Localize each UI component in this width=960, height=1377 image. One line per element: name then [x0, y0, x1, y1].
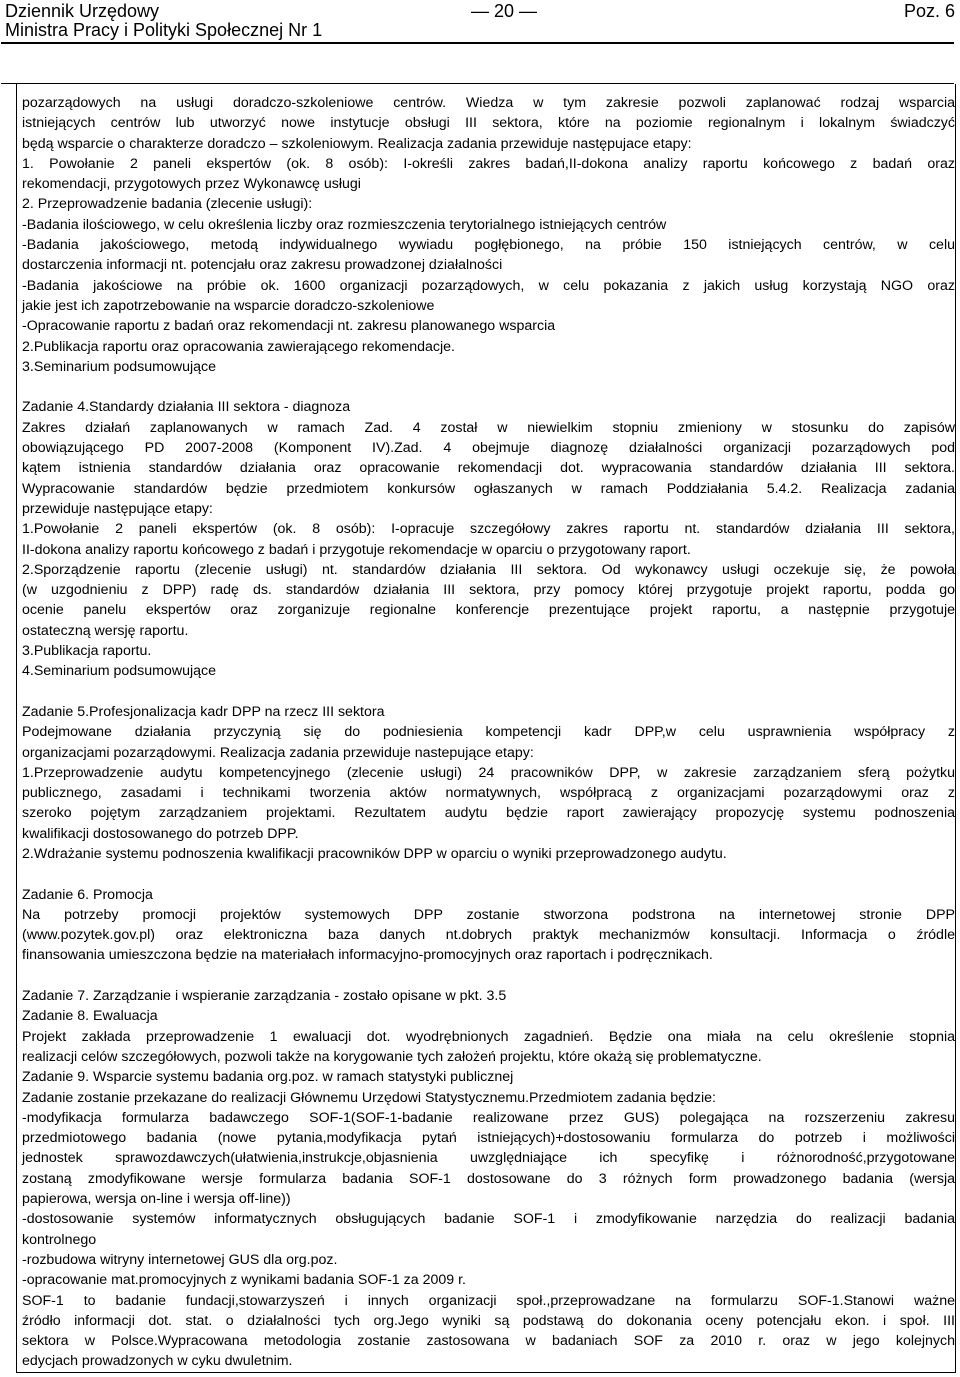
text-line: 2.Publikacja raportu oraz opracowania zawierającego rekomendacje. — [22, 338, 455, 355]
text-line: 2.Wdrażanie systemu podnoszenia kwalifikacji pracowników DPP w oparciu o wyniki przeprowadzonego audytu. — [22, 845, 727, 862]
text-line: Zakres działań zaplanowanych w ramach Zad. 4 został w niewielkim stopniu zmieniony w stosunku do zapisów — [22, 419, 955, 436]
text-line: -modyfikacja formularza badawczego SOF-1(SOF-1-badanie realizowane przez GUS) polegająca na rozszerzeniu zakresu — [22, 1109, 955, 1126]
text-line: jednostek sprawozdawczych(ułatwienia,instrukcje,objasnienia uwzględniające ich specyfikę i różnorodność,przygotowane — [22, 1150, 955, 1167]
text-line: -rozbudowa witryny internetowej GUS dla org.poz. — [22, 1251, 338, 1268]
text-line: Zadanie 4.Standardy działania III sektora - diagnoza — [22, 399, 351, 416]
page-number: — 20 — — [471, 1, 538, 21]
text-line: ocenie panelu ekspertów oraz zorganizuje regionalne konferencje prezentujące projekt raportu, a następnie przygotuje — [22, 602, 955, 619]
text-line: przewiduje następujące etapy: — [22, 500, 213, 517]
text-line: 1.Przeprowadzenie audytu kompetencyjnego (zlecenie usługi) 24 pracowników DPP, w zakresie zarządzaniem sferą pożytku — [22, 764, 955, 781]
text-line: Zadanie 9. Wsparcie systemu badania org.poz. w ramach statystyki publicznej — [22, 1069, 514, 1086]
document-body — [22, 93, 955, 1372]
text-line: Zadanie 5.Profesjonalizacja kadr DPP na rzecz III sektora — [22, 703, 385, 720]
text-line: finansowania umieszczona będzie na materiałach informacyjno-promocyjnych oraz raportach i podręcznikach. — [22, 947, 713, 964]
blank-line — [22, 864, 955, 884]
text-line: -opracowanie mat.promocyjnych z wynikami badania SOF-1 za 2009 r. — [22, 1272, 466, 1289]
text-line: zostaną zmodyfikowane wersje formularza badania SOF-1 dostosowane do 3 różnych form prowadzonego badania (wersja — [22, 1170, 955, 1187]
text-line: rekomendacji, przygotowych przez Wykonawcę usługi — [22, 176, 361, 193]
text-line: dostarczenia informacji nt. potencjału oraz zakresu prowadzonej działalności — [22, 257, 503, 274]
text-line: Zadanie zostanie przekazane do realizacji Głównemu Urzędowi Statystycznemu.Przedmiotem zadania będzie: — [22, 1089, 716, 1106]
text-line: istniejących centrów lub utworzyć nowe instytucje obsługi III sektora, które na poziomie regionalnym i lokalnym świadczyć — [22, 115, 955, 132]
header-rule — [1, 42, 954, 44]
text-line: będą wsparcie o charakterze doradczo – szkoleniowym. Realizacja zadania przewiduje następujace etapy: — [22, 135, 692, 152]
text-line: przedmiotowego badania (nowe pytania,modyfikacja pytań istniejących)+dostosowaniu formularza do potrzeb i możliwości — [22, 1130, 955, 1147]
text-line: II-dokona analizy raportu końcowego z badań i przygotuje rekomendacje w oparciu o przygotowany raport. — [22, 541, 691, 558]
text-line: -dostosowanie systemów informatycznych obsługujących badanie SOF-1 i zmodyfikowanie narzędzia do realizacji badania — [22, 1211, 955, 1228]
text-line: 1.Powołanie 2 paneli ekspertów (ok. 8 osób): I-opracuje szczegółowy zakres raportu nt. standardów działania III sektora, — [22, 521, 955, 538]
content-frame-left — [16, 84, 17, 1372]
text-line: kwalifikacji dostosowanego do potrzeb DPP. — [22, 825, 299, 842]
text-line: -Badania jakościowego, metodą indywidualnego wywiadu pogłębionego, na próbie 150 istniejących centrów, w celu — [22, 237, 955, 254]
text-line: (w uzgodnieniu z DPP) radę ds. standardów działania III sektora, przy pomocy której przygotuje projekt raportu, podda go — [22, 582, 955, 599]
text-line: jakie jest ich zapotrzebowanie na wsparcie doradczo-szkoleniowe — [22, 297, 435, 314]
text-line: Podejmowane działania przyczynią się do podniesienia kompetencji kadr DPP,w celu usprawnienia współpracy z — [22, 724, 955, 741]
text-line: organizacjami pozarządowymi. Realizacja zadania przewiduje nastepujące etapy: — [22, 744, 534, 761]
text-line: 3.Seminarium podsumowujące — [22, 358, 216, 375]
blank-line — [22, 966, 955, 986]
content-frame-top — [1, 83, 954, 84]
text-line: 3.Publikacja raportu. — [22, 643, 152, 660]
text-line: Wypracowanie standardów będzie przedmiotem konkursów ogłaszanych w ramach Poddziałania 5.4.2. Realizacja zadania — [22, 480, 955, 497]
text-line: kątem istnienia standardów działania oraz opracowanie rekomendacji dot. wypracowania standardów działania III sektora. — [22, 460, 955, 477]
position-number: Poz. 6 — [903, 1, 955, 21]
text-line: SOF-1 to badanie fundacji,stowarzyszeń i innych organizacji społ.,przeprowadzane na formularzu SOF-1.Stanowi ważne — [22, 1292, 955, 1309]
text-line: -Opracowanie raportu z badań oraz rekomendacji nt. zakresu planowanego wsparcia — [22, 318, 556, 335]
text-line: sektora w Polsce.Wypracowana metodologia zostanie zastosowana w badaniach SOF za 2010 r. oraz w jego kolejnych — [22, 1333, 955, 1350]
text-line: Projekt zakłada przeprowadzenie 1 ewaluacji dot. wyodrębnionych zagadnień. Będzie ona miała na celu określenie stopnia — [22, 1028, 955, 1045]
text-line: 2.Sporządzenie raportu (zlecenie usługi) nt. standardów działania III sektora. Od wykonawcy usługi oczekuje się, że powoła — [22, 561, 955, 578]
text-line: Zadanie 8. Ewaluacja — [22, 1008, 158, 1025]
text-line: kontrolnego — [22, 1231, 97, 1248]
text-line: szeroko pojętym zarządzaniem projektami. Rezultatem audytu będzie raport zawierający propozycję systemu podnoszenia — [22, 805, 955, 822]
text-line: 4.Seminarium podsumowujące — [22, 663, 216, 680]
blank-line — [22, 682, 955, 702]
text-line: publicznego, zasadami i technikami tworzenia aktów normatywnych, współpracą z organizacjami pozarządowymi oraz z — [22, 785, 955, 802]
text-line: obowiązującego PD 2007-2008 (Komponent IV).Zad. 4 obejmuje diagnozę działalności organizacji pozarządowych pod — [22, 440, 955, 457]
text-line: ostateczną wersję raportu. — [22, 622, 189, 639]
content-frame-right — [955, 84, 956, 1372]
blank-line — [22, 377, 955, 397]
content-frame-bottom — [16, 1372, 956, 1373]
ministry-title: Ministra Pracy i Polityki Społecznej Nr 1 — [5, 20, 323, 40]
text-line: Zadanie 7. Zarządzanie i wspieranie zarządzania - zostało opisane w pkt. 3.5 — [22, 988, 507, 1005]
text-line: Na potrzeby promocji projektów systemowych DPP zostanie stworzona podstrona na internetowej stronie DPP — [22, 906, 955, 923]
text-line: źródło informacji dot. stat. o działalności tych org.Jego wyniki są podstawą do dokonania oceny potencjału ekon. i społ. III — [22, 1312, 955, 1329]
header-row-bottom — [5, 19, 955, 41]
text-line: 1. Powołanie 2 paneli ekspertów (ok. 8 osób): I-określi zakres badań,II-dokona analizy raportu końcowego z badań oraz — [22, 155, 955, 172]
text-line: (www.pozytek.gov.pl) oraz elektroniczna baza danych nt.dobrych praktyk mechanizmów konsultacji. Informacja o źródle — [22, 927, 955, 944]
text-line: 2. Przeprowadzenie badania (zlecenie usługi): — [22, 196, 313, 213]
journal-title: Dziennik Urzędowy — [5, 1, 160, 21]
page-header — [5, 0, 955, 42]
text-line: -Badania ilościowego, w celu określenia liczby oraz rozmieszczenia terytorialnego istniejących centrów — [22, 216, 667, 233]
text-line: edycjach prowadzonych w cyku dwuletnim. — [22, 1353, 293, 1370]
text-line: papierowa, wersja on-line i wersja off-line)) — [22, 1191, 291, 1208]
text-line: Zadanie 6. Promocja — [22, 886, 153, 903]
text-line: pozarządowych na usługi doradczo-szkoleniowe centrów. Wiedza w tym zakresie pozwoli zaplanować rodzaj wsparcia — [22, 95, 955, 111]
text-line: realizacji celów szczegółowych, pozwoli także na korygowanie tych założeń projektu, które okażą się problematyczne. — [22, 1048, 762, 1065]
text-line: -Badania jakościowe na próbie ok. 1600 organizacji pozarządowych, w celu pokazania z jakich usług korzystają NGO oraz — [22, 277, 955, 294]
